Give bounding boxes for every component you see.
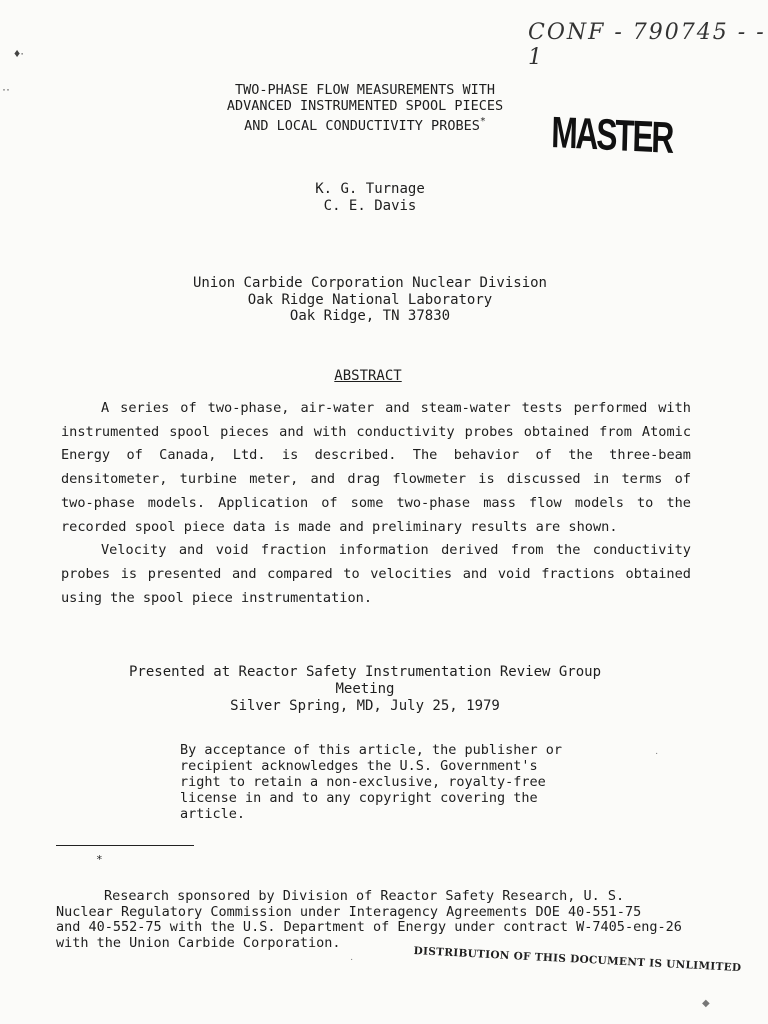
scan-mark: · xyxy=(350,954,354,965)
footnote-mark: * xyxy=(96,853,103,866)
footnote xyxy=(56,853,696,967)
title-line xyxy=(200,114,530,134)
title-line-text: AND LOCAL CONDUCTIVITY PROBES xyxy=(244,118,480,134)
distribution-stamp: DISTRIBUTION OF THIS DOCUMENT IS UNLIMITED xyxy=(413,945,742,975)
title-line: TWO-PHASE FLOW MEASUREMENTS WITH xyxy=(234,82,496,98)
scan-mark: · xyxy=(655,748,659,759)
affiliation-line: Oak Ridge, TN 37830 xyxy=(289,308,451,324)
scan-mark: ◆ xyxy=(702,998,710,1009)
title-line: ADVANCED INSTRUMENTED SPOOL PIECES xyxy=(226,98,504,114)
author-name: C. E. Davis xyxy=(323,198,417,214)
title-footnote-mark: * xyxy=(479,116,486,127)
presentation-line: Silver Spring, MD, July 25, 1979 xyxy=(230,698,500,714)
affiliation-line: Oak Ridge National Laboratory xyxy=(247,291,493,308)
presentation-line: Presented at Reactor Safety Instrumentation Review Group Meeting xyxy=(128,664,601,697)
abstract-body xyxy=(61,397,691,610)
footnote-text: Research sponsored by Division of Reactor Safety Research, U. S. Nuclear Regulatory Commission under Interagency Agreements DOE 40-551-75 and 40-552-75 with the U.S. Department of Energy under contract W-7405-eng-26 with the Union Carbide Corporation. xyxy=(56,888,682,951)
affiliation-line: Union Carbide Corporation Nuclear Division xyxy=(192,275,547,291)
footnote-divider xyxy=(56,845,194,846)
author-list xyxy=(250,181,490,215)
master-stamp: MASTER xyxy=(550,108,673,163)
scan-mark: ♦· xyxy=(14,46,25,60)
scan-mark: ·· xyxy=(2,82,10,96)
abstract-paragraph: Velocity and void fraction information derived from the conductivity probes is presented and compared to velocities and void fractions obtained using the spool piece instrumentation. xyxy=(61,542,691,606)
presentation-note xyxy=(100,664,630,715)
acceptance-notice: By acceptance of this article, the publisher or recipient acknowledges the U.S. Government's right to retain a non-exclusive, royalty-free license in and to any copyright covering the article. xyxy=(180,742,563,822)
handwritten-reference: CONF - 790745 - - 1 xyxy=(528,20,766,70)
affiliation-block xyxy=(170,275,570,325)
document-title xyxy=(200,82,530,134)
author-name: K. G. Turnage xyxy=(315,181,425,197)
abstract-heading: ABSTRACT xyxy=(334,368,402,384)
abstract-paragraph: A series of two-phase, air-water and steam-water tests performed with instrumented spool pieces and with conductivity probes obtained from Atomic Energy of Canada, Ltd. is described. The behavior of the three-beam densitometer, turbine meter, and drag flowmeter is discussed in terms of two-phase models. Application of some two-phase mass flow models to the recorded spool piece data is made and preliminary results are shown. xyxy=(61,400,691,535)
